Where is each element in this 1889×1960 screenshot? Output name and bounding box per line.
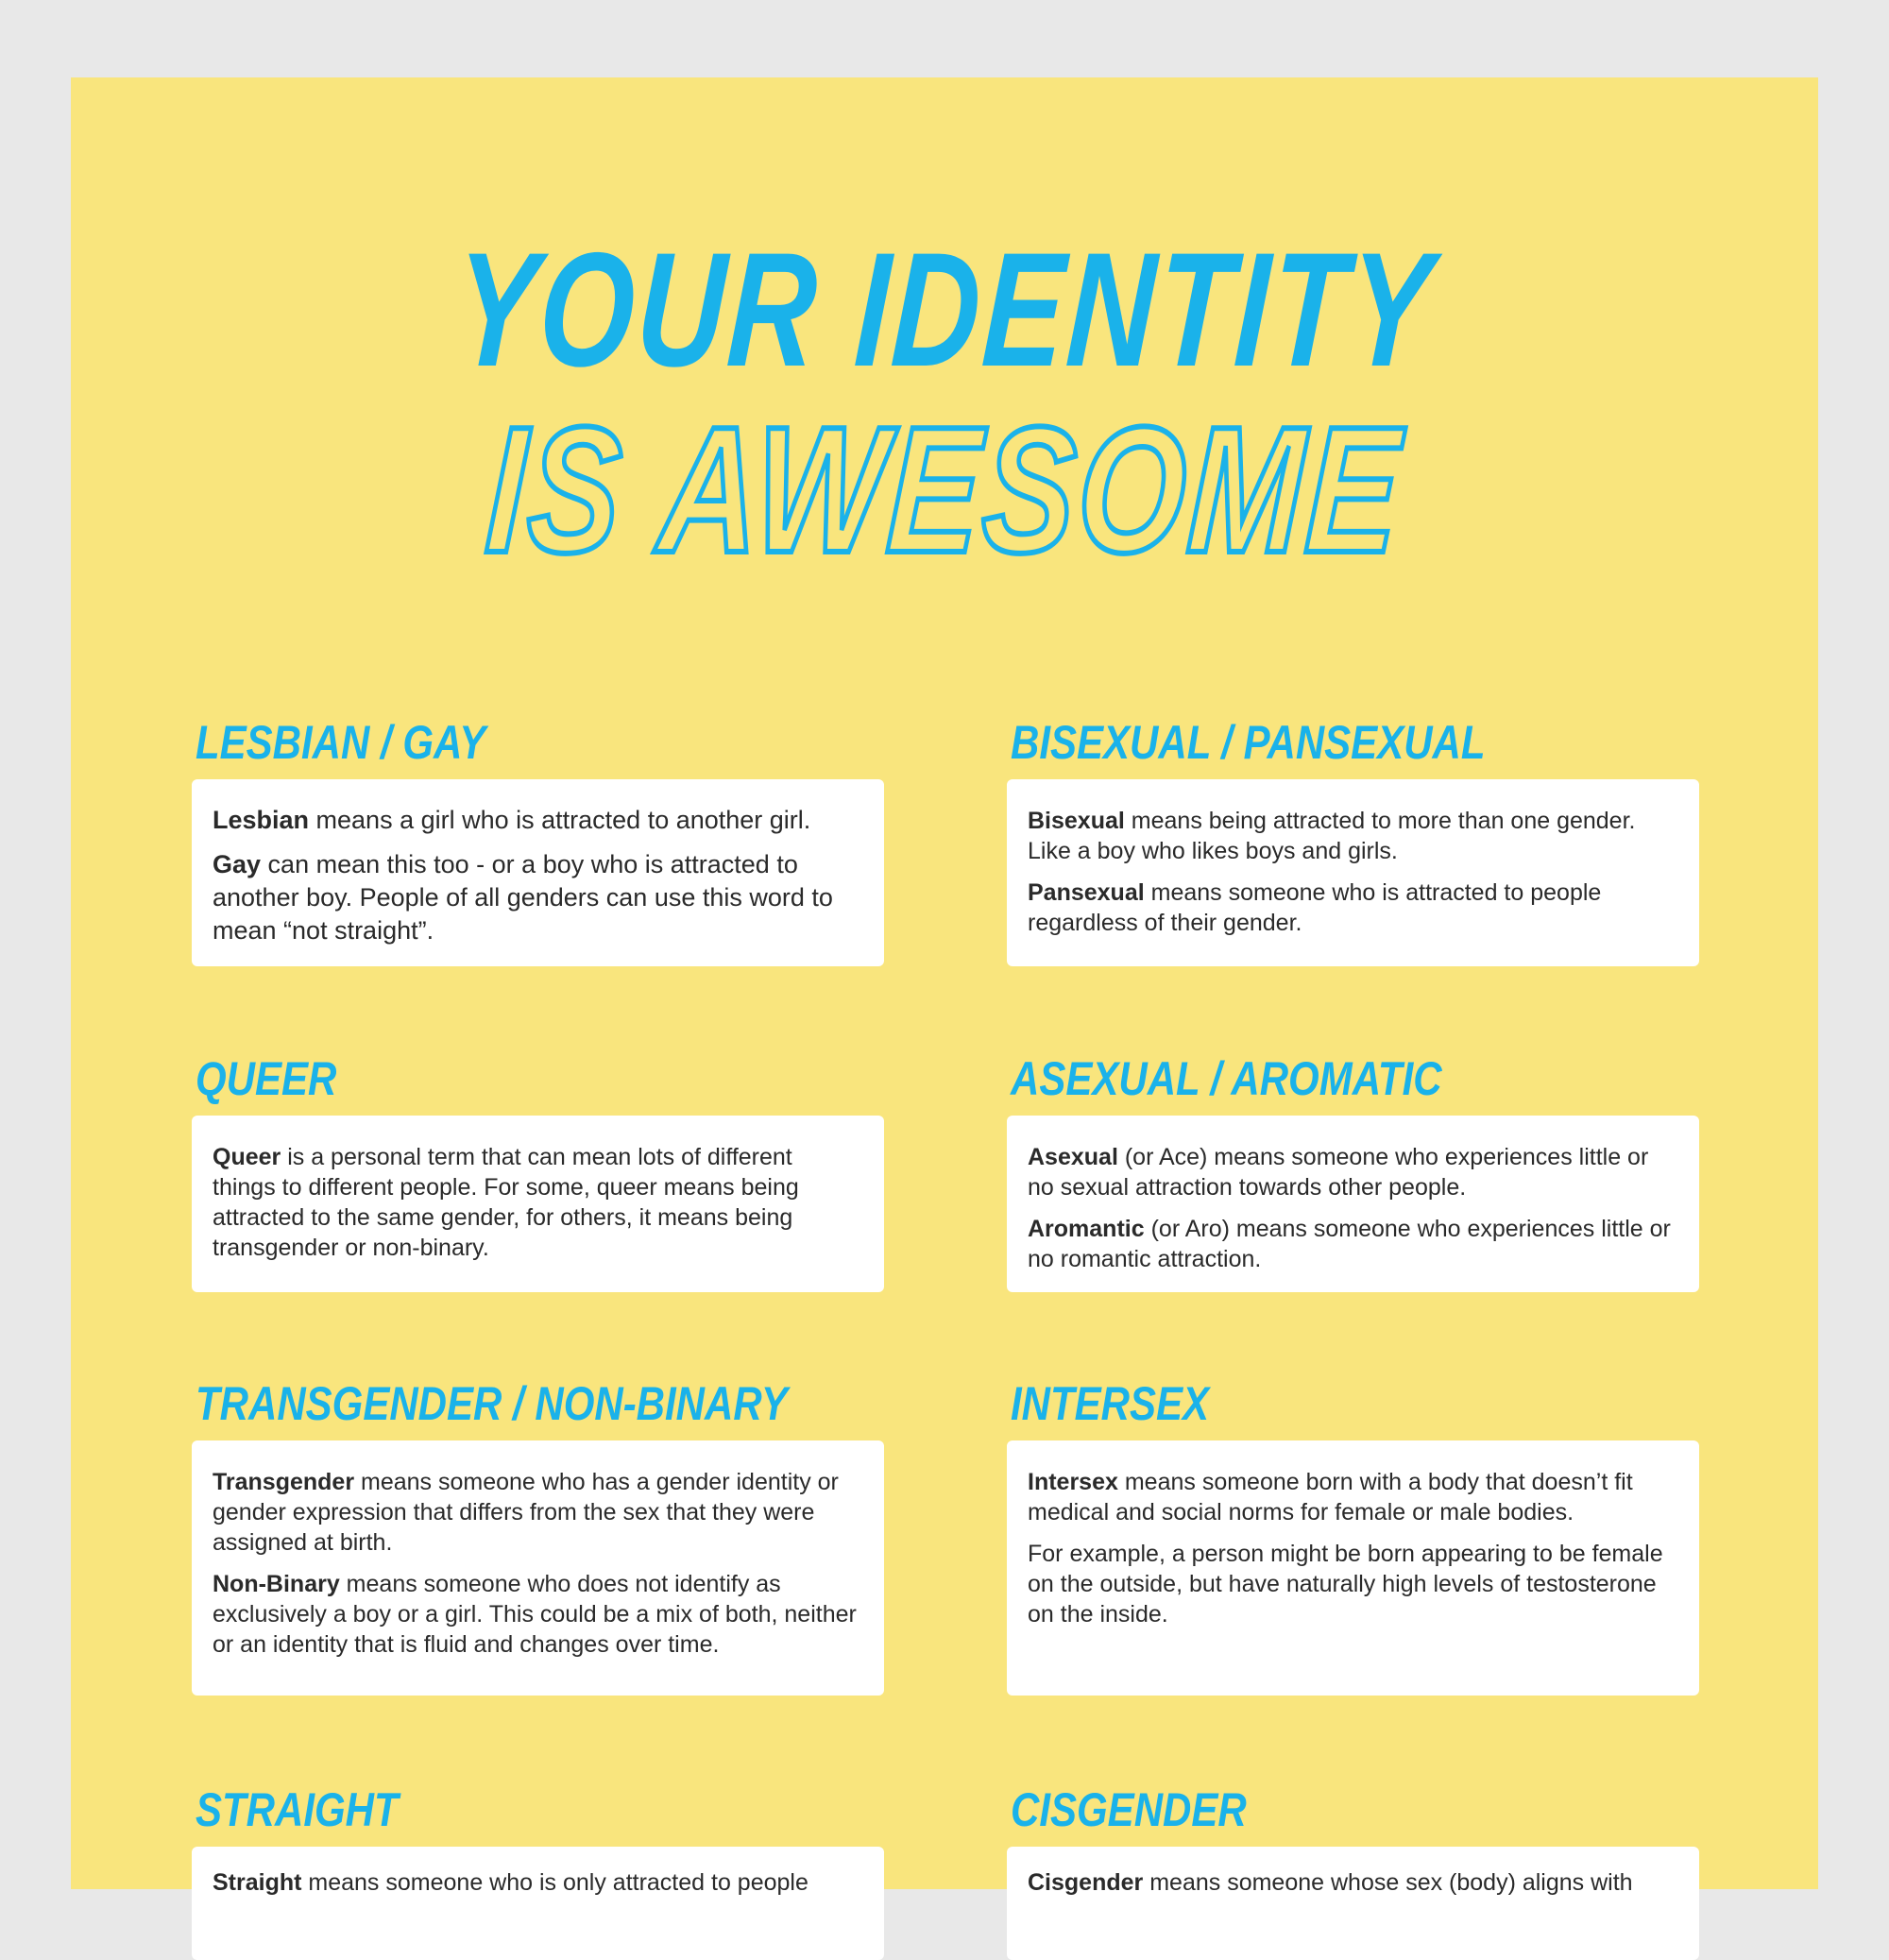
definition-term: Pansexual [1028, 879, 1145, 906]
definition-card [192, 779, 884, 966]
definition-term: Intersex [1028, 1469, 1118, 1495]
section-heading: TRANSGENDER / NON-BINARY [196, 1377, 788, 1430]
definition-paragraph [213, 1142, 861, 1263]
definition-paragraph [213, 804, 861, 837]
section-intersex [1007, 1376, 1699, 1696]
definition-paragraph [1028, 1467, 1676, 1527]
section-bisexual-pansexual [1007, 715, 1699, 966]
definition-paragraph [1028, 878, 1676, 938]
definition-card [1007, 779, 1699, 966]
section-straight [192, 1782, 884, 1960]
definition-text: means someone who has a gender identity or gender expression that differs from the sex that they were assigned at birth. [213, 1469, 839, 1556]
definition-card [192, 1847, 884, 1960]
definition-paragraph [1028, 1142, 1676, 1202]
definition-text: means being attracted to more than one gender. Like a boy who likes boys and girls. [1028, 808, 1636, 864]
definition-term: Non-Binary [213, 1571, 340, 1597]
definition-text: For example, a person might be born appearing to be female on the outside, but have naturally high levels of testosterone on the inside. [1028, 1541, 1663, 1628]
definition-term: Cisgender [1028, 1869, 1144, 1896]
definition-text: means a girl who is attracted to another girl. [309, 806, 811, 834]
definition-text: can mean this too - or a boy who is attracted to another boy. People of all genders can use this word to mean “not straight”. [213, 850, 833, 946]
section-heading: STRAIGHT [196, 1783, 399, 1836]
definition-card [1007, 1847, 1699, 1960]
section-heading: CISGENDER [1011, 1783, 1247, 1836]
definition-paragraph [213, 1569, 861, 1660]
definition-text: means someone who is attracted to people regardless of their gender. [1028, 879, 1602, 936]
section-queer [192, 1051, 884, 1292]
section-lesbian-gay [192, 715, 884, 966]
section-heading: ASEXUAL / AROMATIC [1011, 1052, 1442, 1105]
definition-paragraph [213, 848, 861, 947]
definition-term: Straight [213, 1869, 302, 1896]
definition-paragraph [1028, 1214, 1676, 1274]
definition-text: means someone who does not identify as exclusively a boy or a girl. This could be a mix of both, neither or an identity that is fluid and changes over time. [213, 1571, 857, 1658]
section-cisgender [1007, 1782, 1699, 1960]
definition-paragraph [1028, 1867, 1676, 1898]
definition-paragraph [1028, 1539, 1676, 1629]
definition-text: means someone whose sex (body) aligns with [1143, 1869, 1633, 1896]
section-heading: BISEXUAL / PANSEXUAL [1011, 716, 1486, 769]
title-line-2: IS AWESOME [482, 390, 1407, 590]
definition-term: Asexual [1028, 1144, 1118, 1170]
definition-card [1007, 1440, 1699, 1696]
definition-term: Gay [213, 850, 262, 879]
definition-card [192, 1440, 884, 1696]
definition-card [1007, 1116, 1699, 1292]
definition-card [192, 1116, 884, 1292]
definition-text: means someone who is only attracted to people [301, 1869, 808, 1896]
section-transgender-non-binary [192, 1376, 884, 1696]
section-asexual-aromatic [1007, 1051, 1699, 1292]
definition-term: Bisexual [1028, 808, 1125, 834]
poster [71, 77, 1818, 1896]
section-heading: QUEER [196, 1052, 337, 1105]
definition-term: Lesbian [213, 806, 310, 834]
definition-text: (or Aro) means someone who experiences little or no romantic attraction. [1028, 1216, 1671, 1272]
definition-term: Transgender [213, 1469, 355, 1495]
definition-paragraph [213, 1467, 861, 1558]
definition-paragraph [213, 1867, 861, 1898]
definition-term: Aromantic [1028, 1216, 1145, 1242]
title-line-1: YOUR IDENTITY [451, 219, 1438, 401]
section-heading: INTERSEX [1011, 1377, 1210, 1430]
definition-term: Queer [213, 1144, 281, 1170]
definition-text: (or Ace) means someone who experiences little or no sexual attraction towards other people. [1028, 1144, 1649, 1201]
definition-text: is a personal term that can mean lots of different things to different people. For some, queer means being attracted to the same gender, for others, it means being transgender or non-binary. [213, 1144, 799, 1261]
definition-text: means someone born with a body that doesn’t fit medical and social norms for female or male bodies. [1028, 1469, 1633, 1525]
definition-paragraph [1028, 806, 1676, 866]
section-heading: LESBIAN / GAY [196, 716, 486, 769]
